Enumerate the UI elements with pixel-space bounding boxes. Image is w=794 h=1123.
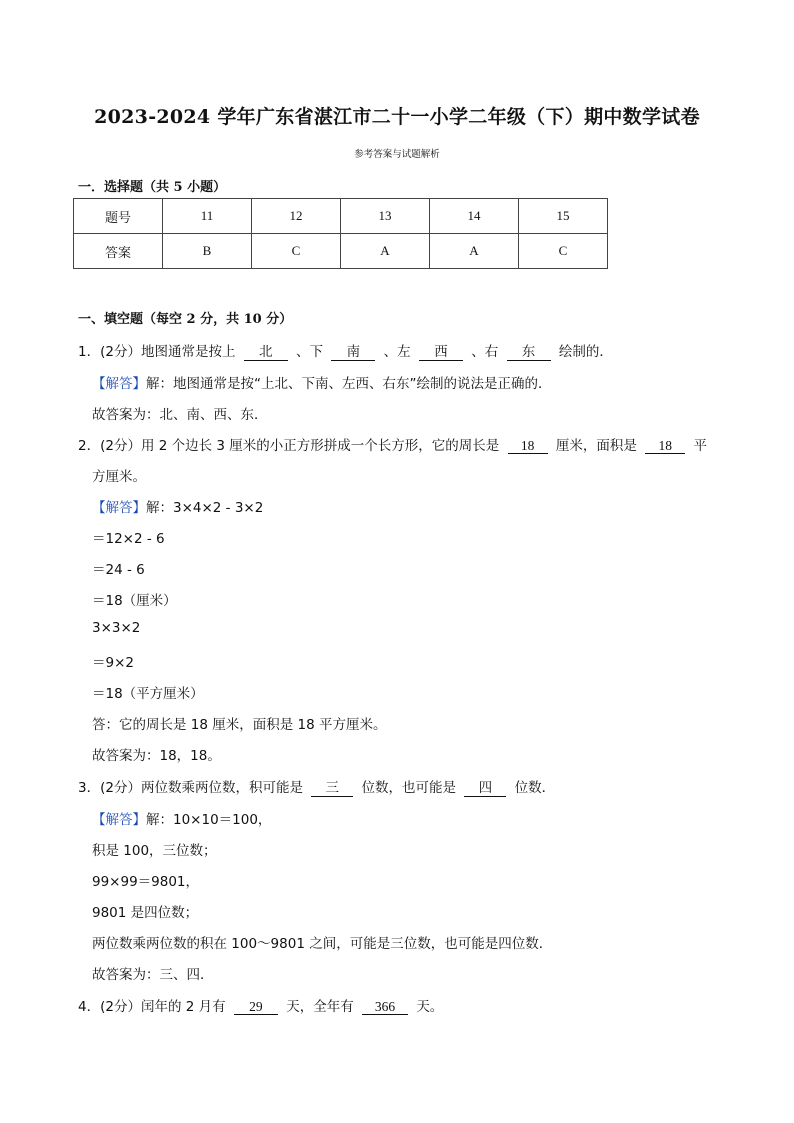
solution-line: ＝12×2 - 6 (92, 531, 165, 547)
solution-line: 积是 100，三位数； (92, 843, 217, 859)
table-row (74, 234, 608, 269)
answer-blank: 四 (464, 781, 506, 797)
solution-line: 99×99＝9801， (92, 874, 200, 890)
solution-line (92, 496, 263, 516)
answer-blank: 东 (507, 345, 551, 361)
question-2 (78, 434, 707, 454)
table-cell: 15 (519, 199, 608, 234)
table-cell: 11 (163, 199, 252, 234)
question-text: 绘制的． (558, 344, 613, 360)
table-cell: 14 (430, 199, 519, 234)
solution-line: ＝24 - 6 (92, 562, 145, 578)
answer-blank: 29 (234, 999, 278, 1015)
solution-tag: 【解答】 (92, 812, 146, 828)
solution-line: ＝9×2 (92, 655, 134, 671)
question-text: 天，全年有 (286, 999, 354, 1015)
answer-blank: 南 (331, 345, 375, 361)
question-text: 3．(2分）两位数乘两位数，积可能是 (78, 780, 303, 796)
table-cell: 12 (252, 199, 341, 234)
page-title: 2023-2024 学年广东省湛江市二十一小学二年级（下）期中数学试卷 (94, 106, 700, 128)
section-heading-choice: 一．选择题（共 5 小题） (78, 180, 227, 195)
section-heading-fill: 一、填空题（每空 2 分，共 10 分） (78, 312, 293, 327)
solution-line: 两位数乘两位数的积在 100～9801 之间，可能是三位数，也可能是四位数． (92, 936, 553, 952)
question-text: 位数，也可能是 (361, 780, 457, 796)
question-text: 、左 (383, 344, 411, 360)
solution-tag: 【解答】 (92, 376, 146, 392)
table-cell: 13 (341, 199, 430, 234)
question-4 (78, 995, 443, 1015)
answer-table (73, 198, 608, 269)
question-text: 位数． (514, 780, 556, 796)
solution-line: 3×3×2 (92, 620, 141, 636)
question-text: 、下 (296, 344, 324, 360)
table-row (74, 199, 608, 234)
table-header-cell: 题号 (74, 199, 163, 234)
solution-line (92, 372, 552, 392)
table-cell: A (341, 234, 430, 269)
answer-blank: 三 (311, 781, 353, 797)
solution-text: 解：地图通常是按“上北、下南、左西、右东”绘制的说法是正确的． (146, 376, 552, 392)
solution-line: ＝18（平方厘米） (92, 686, 204, 702)
table-cell: C (519, 234, 608, 269)
answer-line: 故答案为：三、四． (92, 967, 214, 983)
table-cell: B (163, 234, 252, 269)
question-2-cont: 方厘米。 (92, 469, 146, 485)
solution-text: 解：10×10＝100， (146, 812, 272, 828)
question-text: 2．(2分）用 2 个边长 3 厘米的小正方形拼成一个长方形，它的周长是 (78, 438, 500, 454)
answer-blank: 18 (508, 438, 548, 454)
question-text: 平 (693, 438, 707, 454)
solution-line: 答：它的周长是 18 厘米，面积是 18 平方厘米。 (92, 717, 387, 733)
answer-blank: 18 (645, 438, 685, 454)
question-text: 厘米，面积是 (555, 438, 637, 454)
table-header-cell: 答案 (74, 234, 163, 269)
answer-blank: 西 (419, 345, 463, 361)
question-1 (78, 340, 613, 361)
question-text: 1．(2分）地图通常是按上 (78, 344, 236, 360)
solution-line (92, 808, 271, 828)
table-cell: C (252, 234, 341, 269)
solution-line: ＝18（厘米） (92, 593, 177, 609)
table-cell: A (430, 234, 519, 269)
question-text: 4．(2分）闰年的 2 月有 (78, 999, 226, 1015)
solution-text: 解：3×4×2 - 3×2 (146, 500, 264, 516)
answer-line: 故答案为：18，18。 (92, 748, 221, 764)
question-3 (78, 776, 555, 797)
page-subtitle: 参考答案与试题解析 (354, 149, 440, 160)
solution-tag: 【解答】 (92, 500, 146, 516)
question-text: 天。 (416, 999, 444, 1015)
answer-line: 故答案为：北、南、西、东． (92, 407, 268, 423)
answer-blank: 北 (244, 345, 288, 361)
answer-blank: 366 (362, 999, 408, 1015)
solution-line: 9801 是四位数； (92, 905, 199, 921)
question-text: 、右 (471, 344, 499, 360)
